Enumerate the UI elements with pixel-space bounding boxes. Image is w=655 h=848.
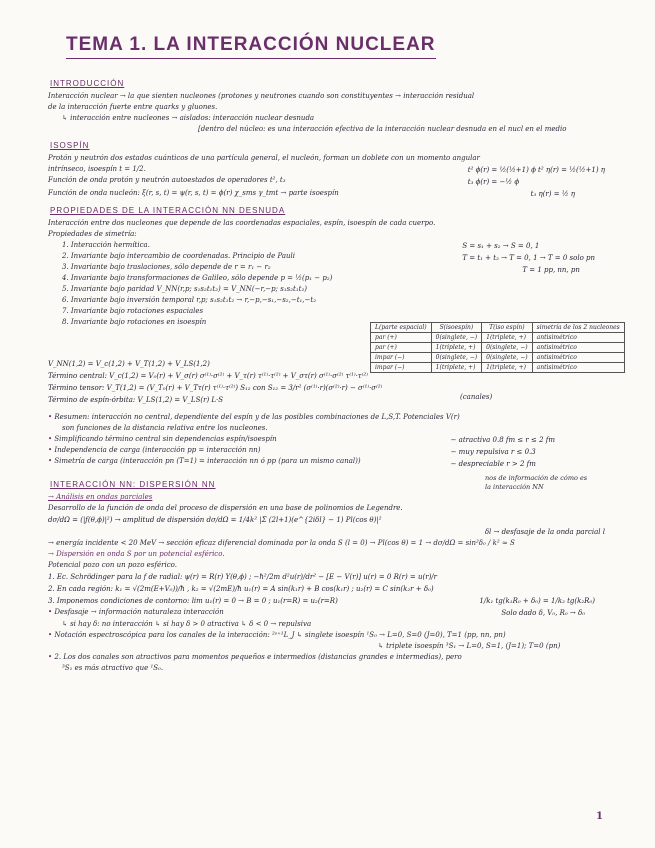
table-header-cell: T(iso espín) [482,323,532,333]
isospin-line-4: Función de onda nucleón: ξ(r, s, t) = ψ(r, s, t) = ϕ(r) χ_sms γ_tmt → parte isoespín [48,189,339,197]
props-item-5: 5. Invariante bajo paridad V_NN(r,p; s₁s₂t₁t₂) = V_NN(−r,−p; s₁s₂t₁t₂) [62,285,307,293]
pauli-eq-1: S = s₁ + s₂ → S = 0, 1 [462,242,540,250]
table-caption: (canales) [460,393,493,401]
props-item-2: 2. Invariante bajo intercambio de coordenadas. Principio de Pauli [62,252,296,260]
isospin-line-2: intrínseco, isoespín t = 1/2. [48,165,146,173]
table-cell: antisimétrico [532,343,624,353]
table-row [371,343,625,353]
step-0: Potencial pozo con un pozo esférico. [48,561,177,569]
section-heading-scattering: INTERACCIÓN NN: DISPERSIÓN NN [50,480,216,489]
table-header-cell: simetría de los 2 nucleones [532,323,624,333]
summary-line-1: • Resumen: interacción no central, dependiente del espín y de las posibles combinaciones de L,S,T. Potenciales V(r) [48,412,615,423]
table-cell: 0(singlete, −) [431,353,481,363]
scattering-line-1: Desarrollo de la función de onda del proceso de dispersión en una base de polinomios de Legendre. [48,504,403,512]
isospin-eq-3: t₃ η(r) = ½ η [530,190,575,198]
table-cell: 0(singlete, −) [431,333,481,343]
page-number: 1 [596,811,603,822]
scattering-side-note: nos de información de cómo es la interacción NN [485,474,588,491]
props-item-3: 3. Invariante bajo traslaciones, sólo depende de r = r₁ − r₂ [62,263,271,271]
tail-line-3: • Notación espectroscópica para los canales de la interacción: ²ˢ⁺¹L_J ↳ singlete isoespín ¹S₀ → L=0, S=0 (J=0), T=1 (pp, nn, pn) [48,630,615,641]
s-wave-subheading: → Dispersión en onda S por un potencial esférico. [48,549,615,560]
summary-note-2: − muy repulsiva r ≤ 0.3 [450,448,536,456]
step-3: 3. Imponemos condiciones de contorno: lim u₁(r) = 0 → B = 0 ; u₁(r=R) = u₂(r=R) [48,597,338,605]
table-cell: antisimétrico [532,333,624,343]
summary-line-4: • Independencia de carga (interacción pp = interacción nn) [48,445,361,456]
table-cell: impar (−) [371,353,432,363]
table-header-cell: S(isoespín) [431,323,481,333]
table-cell: 1(triplete, +) [431,343,481,353]
potential-line-3: Término tensor: V_T(1,2) = (V_T₀(r) + V_Tτ(r) τ⁽¹⁾·τ⁽²⁾) S₁₂ con S₁₂ = 3/r² (σ⁽¹⁾·r)(σ⁽²⁾·r) − σ⁽¹⁾·σ⁽²⁾ [48,384,383,392]
table-row [371,353,625,363]
table-cell: 1(triplete, +) [482,363,532,373]
table-cell: 1(triplete, +) [482,333,532,343]
summary-note-3: − despreciable r > 2 fm [450,460,536,468]
isospin-line-1: Protón y neutrón dos estados cuánticos de una partícula general, el nucleón, forman un doblete con un momento angular [48,154,480,162]
intro-line-3: ↳ interacción entre nucleones → aislados: interacción nuclear desnuda [62,114,315,122]
props-line-1: Interacción entre dos nucleones que depende de las coordenadas espaciales, espín, isoespín de cada cuerpo. [48,219,436,227]
tail-line-1: • Desfasaje → información naturaleza interacción [48,607,224,619]
section-heading-intro: INTRODUCCIÓN [50,79,125,88]
props-line-2: Propiedades de simetría: [48,230,137,238]
potential-line-4: Término de espín-órbita: V_LS(1,2) = V_LS(r) L·S [48,396,224,404]
summary-line-3: • Simplificando término central sin dependencias espín/isoespín [48,434,361,445]
table-row [371,333,625,343]
scattering-line-3: → energía incidente < 20 MeV → sección eficaz diferencial dominada por la onda S (l = 0) → Pl(cos θ) = 1 → dσ/dΩ = sin²δ₀ / k² ≈ S [48,539,515,547]
tail-line-5: • 2. Los dos canales son atractivos para momentos pequeños e intermedios (distancias grandes e intermedias), pero [48,652,615,663]
table-header-cell: L(parte espacial) [371,323,432,333]
delta-note: δl → desfasaje de la onda parcial l [484,528,605,536]
step-2: 2. En cada región: k₁ = √(2m(E+V₀))/ħ , k₂ = √(2mE)/ħ u₁(r) = A sin(k₁r) + B cos(k₁r) ; u₂(r) = C sin(k₂r + δ₀) [48,585,434,593]
scattering-result-2: Solo dado δ, V₀, R₀ → δ₀ [501,609,585,617]
tail-line-4: ↳ triplete isoespín ³S₁ → L=0, S=1, (J=1); T=0 (pn) [378,642,561,650]
table-cell: impar (−) [371,363,432,373]
pauli-eq-3: T = 1 pp, nn, pn [522,266,580,274]
props-item-7: 7. Invariante bajo rotaciones espaciales [62,307,204,315]
table-cell: antisimétrico [532,353,624,363]
table-row [371,363,625,373]
table-cell: 1(triplete, +) [431,363,481,373]
tail-line-2: ↳ si hay δ: no interacción ↳ si hay δ > 0 atractiva ↳ δ < 0 → repulsiva [62,620,312,628]
section-heading-isospin: ISOSPÍN [50,141,90,150]
table-cell: 0(singlete, −) [482,343,532,353]
scattering-line-2: dσ/dΩ = (|f(θ,ϕ)|²) → amplitud de dispersión dσ/dΩ = 1/4k² |Σ (2l+1)(e^{2iδl} − 1) Pl(cos θ)|² [48,516,382,524]
isospin-eq-2: t₃ ϕ(r) = −½ ϕ [467,178,520,186]
props-item-8: 8. Invariante bajo rotaciones en isoespín [62,318,207,326]
intro-line-4: [dentro del núcleo: es una interacción efectiva de la interacción nuclear desnuda en el nucl en el medio [198,125,567,133]
intro-line-1: Interacción nuclear → la que sienten nucleones (protones y neutrones cuando son constituyentes → interacción residual [48,92,475,100]
page-title: TEMA 1. LA INTERACCIÓN NUCLEAR [66,34,436,59]
isospin-eq-1: t² ϕ(r) = ½(½+1) ϕ t² η(r) = ½(½+1) η [467,166,605,174]
props-item-1: 1. Interacción hermítica. [62,241,150,249]
partial-waves-subheading: → Análisis en ondas parciales [48,492,615,503]
potential-line-2: Término central: V_c(1,2) = V₀(r) + V_σ(r) σ⁽¹⁾·σ⁽²⁾ + V_τ(r) τ⁽¹⁾·τ⁽²⁾ + V_στ(r) σ⁽¹⁾·σ⁽²⁾ τ⁽¹⁾·τ⁽²⁾ [48,372,368,380]
step-1: 1. Ec. Schrödinger para la f de radial: ψ(r) = R(r) Y(θ,ϕ) ; −ħ²/2m d²u(r)/dr² − [E − V(r)] u(r) = 0 R(r) = u(r)/r [48,573,438,581]
table-cell: par (+) [371,343,432,353]
potential-line-1: V_NN(1,2) = V_c(1,2) + V_T(1,2) + V_LS(1,2) [48,360,210,368]
section-heading-properties: PROPIEDADES DE LA INTERACCIÓN NN DESNUDA [50,206,286,215]
table-header-row [371,323,625,333]
props-item-4: 4. Invariante bajo transformaciones de Galileo, sólo depende p = ½(p₁ − p₂) [62,274,333,282]
isospin-line-3: Función de onda protón y neutrón autoestados de operadores t², t₃ [48,176,286,184]
symmetry-table [370,322,625,373]
props-item-6: 6. Invariante bajo inversión temporal r,p; s₁s₂t₁t₂ → r,−p,−s₁,−s₂,−t₁,−t₂ [62,296,317,304]
table-cell: 0(singlete, −) [482,353,532,363]
table-cell: antisimétrico [532,363,624,373]
summary-line-5: • Simetría de carga (interacción pn (T=1) = interacción nn ó pp (para un mismo canal)) [48,456,361,467]
scattering-result: 1/k₁ tg(k₁R₀ + δ₀) = 1/k₂ tg(k₂R₀) [479,597,595,605]
summary-line-2: son funciones de la distancia relativa entre los nucleones. [62,424,268,432]
tail-line-6: ³S₁ es más atractivo que ¹S₀. [62,664,164,672]
intro-line-2: de la interacción fuerte entre quarks y gluones. [48,103,218,111]
summary-note-1: − atractiva 0.8 fm ≤ r ≤ 2 fm [450,436,555,444]
pauli-eq-2: T = t₁ + t₂ → T = 0, 1 → T = 0 solo pn [462,254,595,262]
table-cell: par (+) [371,333,432,343]
